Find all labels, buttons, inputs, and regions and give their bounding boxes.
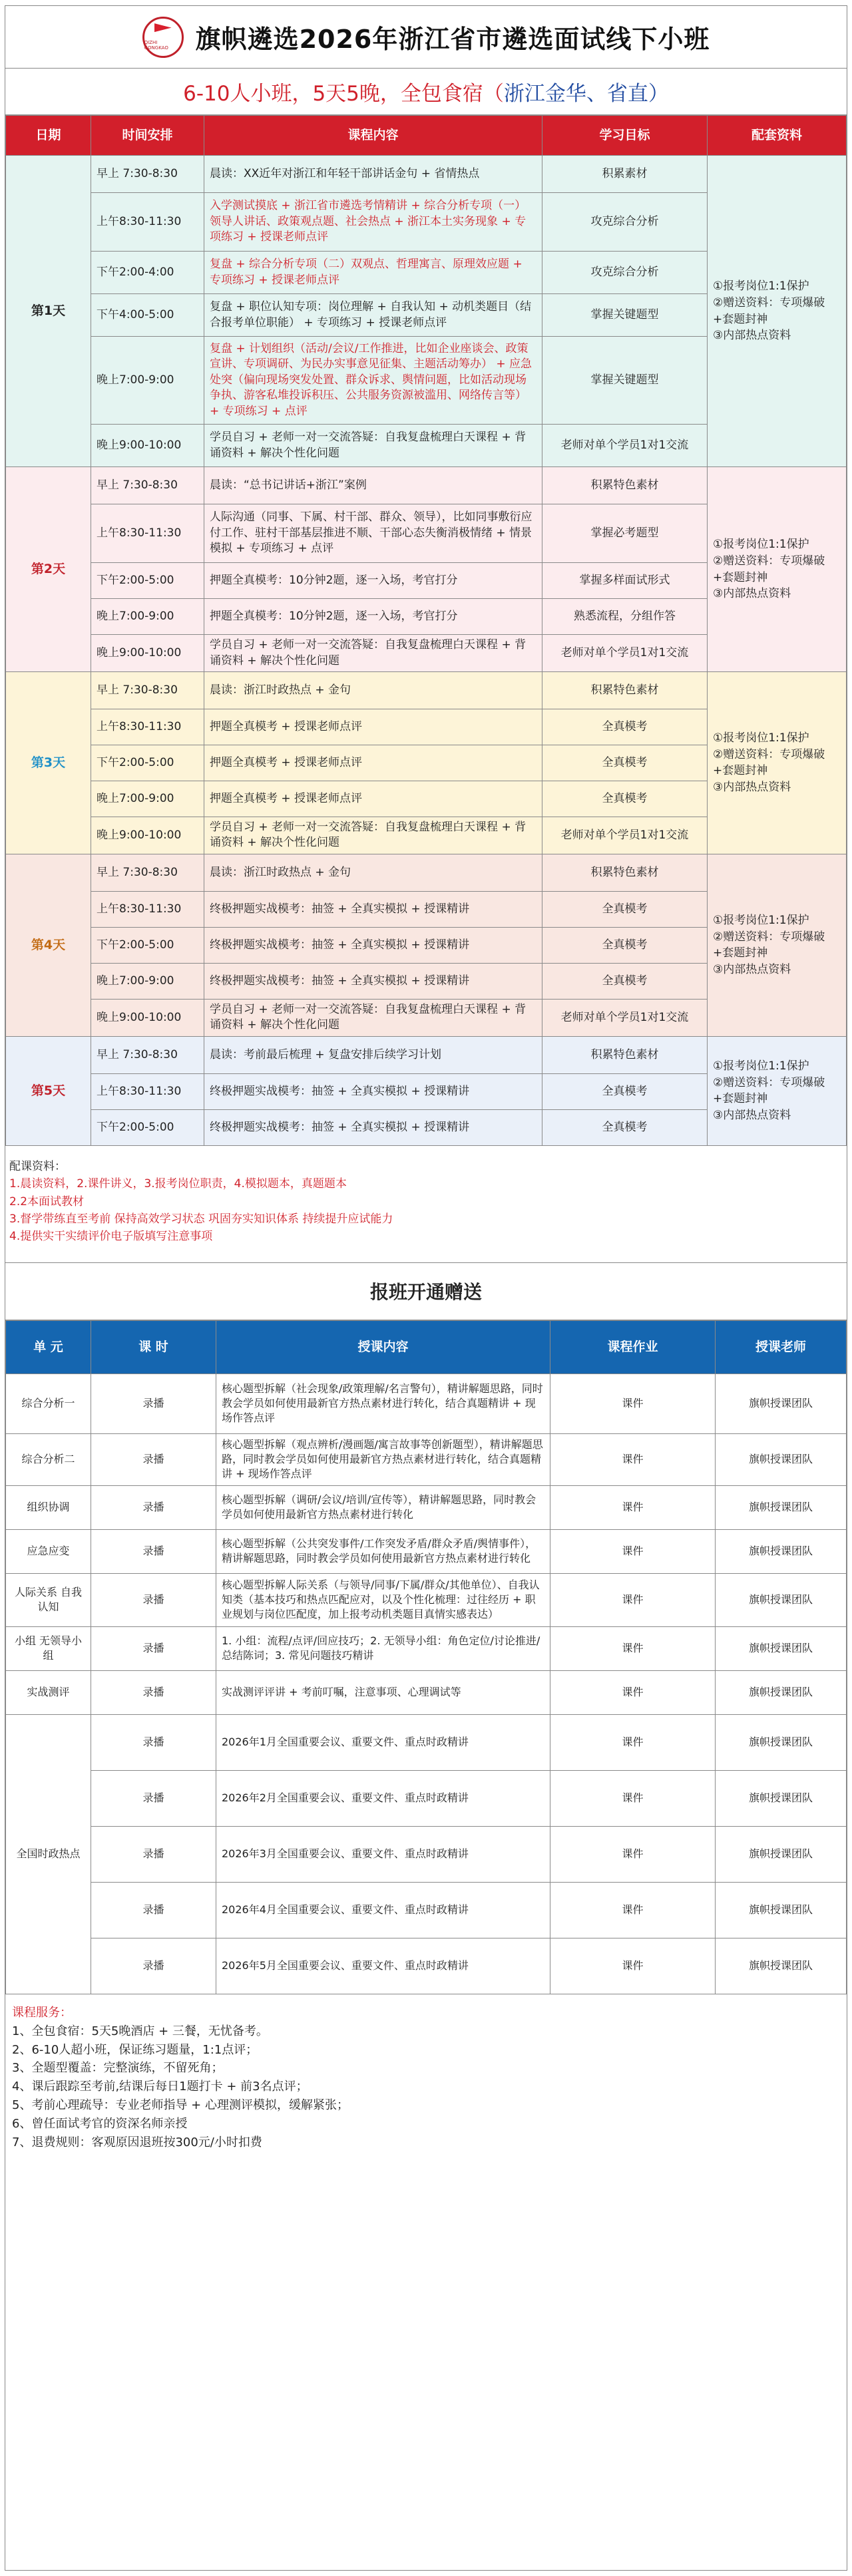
- goal-cell: 掌握关键题型: [542, 294, 708, 337]
- time-cell: 晚上7:00-9:00: [91, 599, 204, 635]
- materials-item: ③内部热点资料: [713, 329, 791, 343]
- gift-teacher-cell: 旗帜授课团队: [716, 1529, 847, 1573]
- schedule-body: [6, 156, 847, 1146]
- gift-homework-cell: 课件: [550, 1485, 716, 1529]
- materials-cell: [708, 156, 847, 467]
- goal-cell: 全真模考: [542, 1073, 708, 1109]
- col-materials: 配套资料: [708, 116, 847, 156]
- gift-content-cell: 核心题型拆解（社会现象/政策理解/名言警句），精讲解题思路，同时教会学员如何使用最新官方热点素材进行转化，结合真题精讲 + 现场作答点评: [216, 1374, 550, 1433]
- gift-unit-cell: 全国时政热点: [6, 1714, 91, 1994]
- gift-unit-cell: 应急应变: [6, 1529, 91, 1573]
- col-time: 时间安排: [91, 116, 204, 156]
- gift-teacher-cell: 旗帜授课团队: [716, 1770, 847, 1826]
- goal-cell: 老师对单个学员1对1交流: [542, 425, 708, 467]
- gift-unit-cell: 小组 无领导小组: [6, 1626, 91, 1670]
- content-cell: 押题全真模考 + 授课老师点评: [204, 709, 542, 745]
- time-cell: 上午8:30-11:30: [91, 891, 204, 927]
- gift-table: [5, 1320, 847, 1994]
- gift-hours-cell: 录播: [91, 1882, 216, 1938]
- schedule-table: [5, 115, 847, 1146]
- gift-content-cell: 1. 小组：流程/点评/回应技巧；2. 无领导小组：角色定位/讨论推进/总结陈词；3. 常见问题技巧精讲: [216, 1626, 550, 1670]
- time-cell: 下午2:00-5:00: [91, 745, 204, 781]
- gift-header-row: [6, 1320, 847, 1374]
- gift-teacher-cell: 旗帜授课团队: [716, 1882, 847, 1938]
- gift-row: [6, 1433, 847, 1485]
- gift-homework-cell: 课件: [550, 1573, 716, 1626]
- gift-teacher-cell: 旗帜授课团队: [716, 1826, 847, 1882]
- gift-teacher-cell: 旗帜授课团队: [716, 1714, 847, 1770]
- gift-row: [6, 1714, 847, 1770]
- gift-content-cell: 2026年5月全国重要会议、重要文件、重点时政精讲: [216, 1938, 550, 1994]
- schedule-row: [6, 156, 847, 193]
- notes-line: 2.2本面试教材: [9, 1195, 85, 1208]
- gift-row: [6, 1938, 847, 1994]
- day-label: 第1天: [6, 156, 91, 467]
- time-cell: 早上 7:30-8:30: [91, 1036, 204, 1073]
- day-label: 第2天: [6, 467, 91, 672]
- time-cell: 晚上7:00-9:00: [91, 781, 204, 817]
- goal-cell: 掌握必考题型: [542, 504, 708, 563]
- gift-homework-cell: 课件: [550, 1826, 716, 1882]
- content-cell: 押题全真模考：10分钟2题，逐一入场，考官打分: [204, 599, 542, 635]
- materials-item: ①报考岗位1:1保护: [713, 279, 809, 293]
- content-cell: 晨读：“总书记讲话+浙江”案例: [204, 467, 542, 504]
- time-cell: 早上 7:30-8:30: [91, 156, 204, 193]
- document-frame: [5, 5, 847, 2571]
- time-cell: 下午2:00-5:00: [91, 927, 204, 963]
- content-cell: 终极押题实战模考：抽签 + 全真实模拟 + 授课精讲: [204, 1109, 542, 1145]
- service-line: 2、6-10人超小班，保证练习题量，1:1点评；: [12, 2042, 258, 2057]
- goal-cell: 全真模考: [542, 963, 708, 999]
- time-cell: 晚上7:00-9:00: [91, 963, 204, 999]
- gift-hours-cell: 录播: [91, 1770, 216, 1826]
- time-cell: 晚上9:00-10:00: [91, 817, 204, 854]
- materials-item: ③内部热点资料: [713, 587, 791, 601]
- service-line: 7、退费规则：客观原因退班按300元/小时扣费: [12, 2135, 262, 2150]
- gift-col-unit: 单 元: [6, 1320, 91, 1374]
- gift-content-cell: 2026年2月全国重要会议、重要文件、重点时政精讲: [216, 1770, 550, 1826]
- materials-item: ③内部热点资料: [713, 781, 791, 795]
- time-cell: 早上 7:30-8:30: [91, 672, 204, 709]
- materials-item: ②赠送资料：专项爆破+套题封神: [713, 554, 825, 584]
- goal-cell: 掌握关键题型: [542, 337, 708, 425]
- subtitle: [5, 69, 847, 115]
- service-line: 6、曾任面试考官的资深名师亲授: [12, 2117, 188, 2131]
- gift-row: [6, 1670, 847, 1714]
- logo-text: QIZHI GONGKAO: [144, 40, 168, 51]
- materials-item: ②赠送资料：专项爆破+套题封神: [713, 295, 825, 326]
- content-cell: 复盘 + 综合分析专项（二）双观点、哲理寓言、原理效应题 + 专项练习 + 授课老师点评: [204, 252, 542, 294]
- day-label: 第4天: [6, 854, 91, 1036]
- notes-line: 4.提供实干实绩评价电子版填写注意事项: [9, 1230, 213, 1244]
- goal-cell: 全真模考: [542, 709, 708, 745]
- goal-cell: 全真模考: [542, 745, 708, 781]
- gift-content-cell: 核心题型拆解（观点辨析/漫画题/寓言故事等创新题型），精讲解题思路，同时教会学员如何使用最新官方热点素材进行转化，结合真题精讲 + 现场作答点评: [216, 1433, 550, 1485]
- gift-col-teacher: 授课老师: [716, 1320, 847, 1374]
- time-cell: 上午8:30-11:30: [91, 193, 204, 252]
- goal-cell: 积累特色素材: [542, 1036, 708, 1073]
- gift-teacher-cell: 旗帜授课团队: [716, 1938, 847, 1994]
- gift-homework-cell: 课件: [550, 1670, 716, 1714]
- notes-line: 3.督学带练直至考前 保持高效学习状态 巩固夯实知识体系 持续提升应试能力: [9, 1212, 393, 1226]
- content-cell: 复盘 + 计划组织（活动/会议/工作推进，比如企业座谈会、政策宣讲、专项调研、为民办实事意见征集、主题活动筹办） + 应急处突（偏向现场突发处置、群众诉求、舆情问题，比如活动现场争执、游客私堆投诉积压、公共服务资源被滥用、网络传言等） + 专项练习 + 点评: [204, 337, 542, 425]
- gift-content-cell: 实战测评评讲 + 考前叮嘱，注意事项、心理调试等: [216, 1670, 550, 1714]
- gift-hours-cell: 录播: [91, 1626, 216, 1670]
- materials-item: ③内部热点资料: [713, 1108, 791, 1122]
- materials-item: ①报考岗位1:1保护: [713, 914, 809, 928]
- gift-hours-cell: 录播: [91, 1573, 216, 1626]
- gift-homework-cell: 课件: [550, 1626, 716, 1670]
- gift-homework-cell: 课件: [550, 1882, 716, 1938]
- content-cell: 学员自习 + 老师一对一交流答疑：自我复盘梳理白天课程 + 背诵资料 + 解决个性化问题: [204, 999, 542, 1036]
- gift-content-cell: 2026年1月全国重要会议、重要文件、重点时政精讲: [216, 1714, 550, 1770]
- materials-cell: [708, 854, 847, 1036]
- content-cell: 学员自习 + 老师一对一交流答疑：自我复盘梳理白天课程 + 背诵资料 + 解决个性化问题: [204, 635, 542, 672]
- content-cell: 入学测试摸底 + 浙江省市遴选考情精讲 + 综合分析专项（一）领导人讲话、政策观点题、社会热点 + 浙江本土实务现象 + 专项练习 + 授课老师点评: [204, 193, 542, 252]
- materials-item: ①报考岗位1:1保护: [713, 731, 809, 745]
- content-cell: 终极押题实战模考：抽签 + 全真实模拟 + 授课精讲: [204, 891, 542, 927]
- schedule-header-row: [6, 116, 847, 156]
- gift-unit-cell: 人际关系 自我认知: [6, 1573, 91, 1626]
- content-cell: 押题全真模考：10分钟2题，逐一入场，考官打分: [204, 563, 542, 599]
- gift-hours-cell: 录播: [91, 1670, 216, 1714]
- goal-cell: 老师对单个学员1对1交流: [542, 999, 708, 1036]
- schedule-row: [6, 1036, 847, 1073]
- gift-unit-cell: 实战测评: [6, 1670, 91, 1714]
- gift-hours-cell: 录播: [91, 1433, 216, 1485]
- subtitle-place: 浙江金华、省直: [503, 82, 648, 106]
- goal-cell: 熟悉流程，分组作答: [542, 599, 708, 635]
- gift-unit-cell: 综合分析二: [6, 1433, 91, 1485]
- logo: [142, 17, 184, 58]
- time-cell: 上午8:30-11:30: [91, 709, 204, 745]
- time-cell: 下午4:00-5:00: [91, 294, 204, 337]
- gift-row: [6, 1529, 847, 1573]
- gift-teacher-cell: 旗帜授课团队: [716, 1374, 847, 1433]
- goal-cell: 积累特色素材: [542, 854, 708, 891]
- content-cell: 晨读：浙江时政热点 + 金句: [204, 854, 542, 891]
- content-cell: 学员自习 + 老师一对一交流答疑：自我复盘梳理白天课程 + 背诵资料 + 解决个性化问题: [204, 425, 542, 467]
- service-line: 3、全题型覆盖：完整演练，不留死角；: [12, 2061, 224, 2076]
- gift-teacher-cell: 旗帜授课团队: [716, 1670, 847, 1714]
- goal-cell: 攻克综合分析: [542, 193, 708, 252]
- content-cell: 押题全真模考 + 授课老师点评: [204, 745, 542, 781]
- content-cell: 晨读：XX近年对浙江和年轻干部讲话金句 + 省情热点: [204, 156, 542, 193]
- gift-row: [6, 1485, 847, 1529]
- goal-cell: 全真模考: [542, 927, 708, 963]
- notes: [5, 1146, 847, 1263]
- col-goal: 学习目标: [542, 116, 708, 156]
- goal-cell: 掌握多样面试形式: [542, 563, 708, 599]
- goal-cell: 积累特色素材: [542, 672, 708, 709]
- schedule-row: [6, 854, 847, 891]
- header: [5, 6, 847, 69]
- goal-cell: 全真模考: [542, 891, 708, 927]
- col-content: 课程内容: [204, 116, 542, 156]
- materials-item: ③内部热点资料: [713, 963, 791, 976]
- gift-hours-cell: 录播: [91, 1826, 216, 1882]
- subtitle-main: 6-10人小班，5天5晚，全包食宿（: [183, 82, 504, 106]
- materials-item: ②赠送资料：专项爆破+套题封神: [713, 930, 825, 960]
- time-cell: 下午2:00-5:00: [91, 1109, 204, 1145]
- time-cell: 晚上9:00-10:00: [91, 425, 204, 467]
- notes-title: 配课资料：: [9, 1159, 66, 1173]
- materials-cell: [708, 1036, 847, 1145]
- content-cell: 学员自习 + 老师一对一交流答疑：自我复盘梳理白天课程 + 背诵资料 + 解决个性化问题: [204, 817, 542, 854]
- subtitle-end: ）: [648, 82, 669, 106]
- gift-content-cell: 2026年3月全国重要会议、重要文件、重点时政精讲: [216, 1826, 550, 1882]
- schedule-row: [6, 467, 847, 504]
- content-cell: 终极押题实战模考：抽签 + 全真实模拟 + 授课精讲: [204, 1073, 542, 1109]
- services-title: 课程服务：: [12, 2005, 72, 2020]
- page-title: 旗帜遴选2026年浙江省市遴选面试线下小班: [195, 25, 710, 54]
- gift-teacher-cell: 旗帜授课团队: [716, 1573, 847, 1626]
- gift-body: [6, 1374, 847, 1994]
- col-date: 日期: [6, 116, 91, 156]
- content-cell: 复盘 + 职位认知专项：岗位理解 + 自我认知 + 动机类题目（结合报考单位职能） + 专项练习 + 授课老师点评: [204, 294, 542, 337]
- goal-cell: 老师对单个学员1对1交流: [542, 635, 708, 672]
- time-cell: 早上 7:30-8:30: [91, 854, 204, 891]
- goal-cell: 老师对单个学员1对1交流: [542, 817, 708, 854]
- materials-item: ①报考岗位1:1保护: [713, 538, 809, 552]
- gift-content-cell: 核心题型拆解（公共突发事件/工作突发矛盾/群众矛盾/舆情事件），精讲解题思路，同时教会学员如何使用最新官方热点素材进行转化: [216, 1529, 550, 1573]
- goal-cell: 积累素材: [542, 156, 708, 193]
- service-line: 4、课后跟踪至考前,结课后每日1题打卡 + 前3名点评；: [12, 2080, 308, 2094]
- flag-icon: [154, 23, 172, 38]
- time-cell: 早上 7:30-8:30: [91, 467, 204, 504]
- time-cell: 上午8:30-11:30: [91, 1073, 204, 1109]
- service-line: 5、考前心理疏导：专业老师指导 + 心理测评模拟，缓解紧张；: [12, 2098, 349, 2113]
- goal-cell: 全真模考: [542, 781, 708, 817]
- gift-homework-cell: 课件: [550, 1529, 716, 1573]
- gift-homework-cell: 课件: [550, 1433, 716, 1485]
- gift-homework-cell: 课件: [550, 1938, 716, 1994]
- time-cell: 晚上7:00-9:00: [91, 337, 204, 425]
- content-cell: 终极押题实战模考：抽签 + 全真实模拟 + 授课精讲: [204, 927, 542, 963]
- gift-homework-cell: 课件: [550, 1374, 716, 1433]
- day-label: 第5天: [6, 1036, 91, 1145]
- gift-title: 报班开通赠送: [5, 1263, 847, 1320]
- gift-row: [6, 1626, 847, 1670]
- content-cell: 终极押题实战模考：抽签 + 全真实模拟 + 授课精讲: [204, 963, 542, 999]
- gift-teacher-cell: 旗帜授课团队: [716, 1626, 847, 1670]
- gift-unit-cell: 组织协调: [6, 1485, 91, 1529]
- gift-hours-cell: 录播: [91, 1714, 216, 1770]
- gift-col-content: 授课内容: [216, 1320, 550, 1374]
- service-line: 1、全包食宿：5天5晚酒店 + 三餐，无忧备考。: [12, 2024, 268, 2038]
- gift-hours-cell: 录播: [91, 1938, 216, 1994]
- gift-unit-cell: 综合分析一: [6, 1374, 91, 1433]
- time-cell: 上午8:30-11:30: [91, 504, 204, 563]
- notes-line: 1.晨读资料，2.课件讲义，3.报考岗位职责，4.模拟题本，真题题本: [9, 1177, 347, 1191]
- gift-homework-cell: 课件: [550, 1770, 716, 1826]
- gift-row: [6, 1770, 847, 1826]
- gift-hours-cell: 录播: [91, 1374, 216, 1433]
- gift-teacher-cell: 旗帜授课团队: [716, 1433, 847, 1485]
- content-cell: 晨读：浙江时政热点 + 金句: [204, 672, 542, 709]
- materials-cell: [708, 672, 847, 854]
- materials-item: ②赠送资料：专项爆破+套题封神: [713, 747, 825, 778]
- gift-row: [6, 1573, 847, 1626]
- day-label: 第3天: [6, 672, 91, 854]
- gift-row: [6, 1374, 847, 1433]
- gift-content-cell: 2026年4月全国重要会议、重要文件、重点时政精讲: [216, 1882, 550, 1938]
- gift-homework-cell: 课件: [550, 1714, 716, 1770]
- materials-item: ①报考岗位1:1保护: [713, 1059, 809, 1073]
- goal-cell: 全真模考: [542, 1109, 708, 1145]
- goal-cell: 攻克综合分析: [542, 252, 708, 294]
- time-cell: 晚上9:00-10:00: [91, 999, 204, 1036]
- gift-row: [6, 1826, 847, 1882]
- gift-row: [6, 1882, 847, 1938]
- gift-col-hours: 课 时: [91, 1320, 216, 1374]
- gift-teacher-cell: 旗帜授课团队: [716, 1485, 847, 1529]
- materials-cell: [708, 467, 847, 672]
- gift-hours-cell: 录播: [91, 1529, 216, 1573]
- gift-hours-cell: 录播: [91, 1485, 216, 1529]
- time-cell: 晚上9:00-10:00: [91, 635, 204, 672]
- time-cell: 下午2:00-5:00: [91, 563, 204, 599]
- materials-item: ②赠送资料：专项爆破+套题封神: [713, 1075, 825, 1106]
- services: [5, 1994, 847, 2161]
- gift-col-homework: 课程作业: [550, 1320, 716, 1374]
- gift-content-cell: 核心题型拆解（调研/会议/培训/宣传等），精讲解题思路，同时教会学员如何使用最新官方热点素材进行转化: [216, 1485, 550, 1529]
- schedule-row: [6, 672, 847, 709]
- time-cell: 下午2:00-4:00: [91, 252, 204, 294]
- content-cell: 押题全真模考 + 授课老师点评: [204, 781, 542, 817]
- gift-content-cell: 核心题型拆解人际关系（与领导/同事/下属/群众/其他单位）、自我认知类（基本技巧和热点匹配应对，以及个性化梳理：过往经历 + 职业规划与岗位匹配度，加上报考动机类题目真情实感表达）: [216, 1573, 550, 1626]
- goal-cell: 积累特色素材: [542, 467, 708, 504]
- content-cell: 晨读：考前最后梳理 + 复盘安排后续学习计划: [204, 1036, 542, 1073]
- content-cell: 人际沟通（同事、下属、村干部、群众、领导），比如同事敷衍应付工作、驻村干部基层推进不顺、干部心态失衡消极情绪 + 情景模拟 + 专项练习 + 点评: [204, 504, 542, 563]
